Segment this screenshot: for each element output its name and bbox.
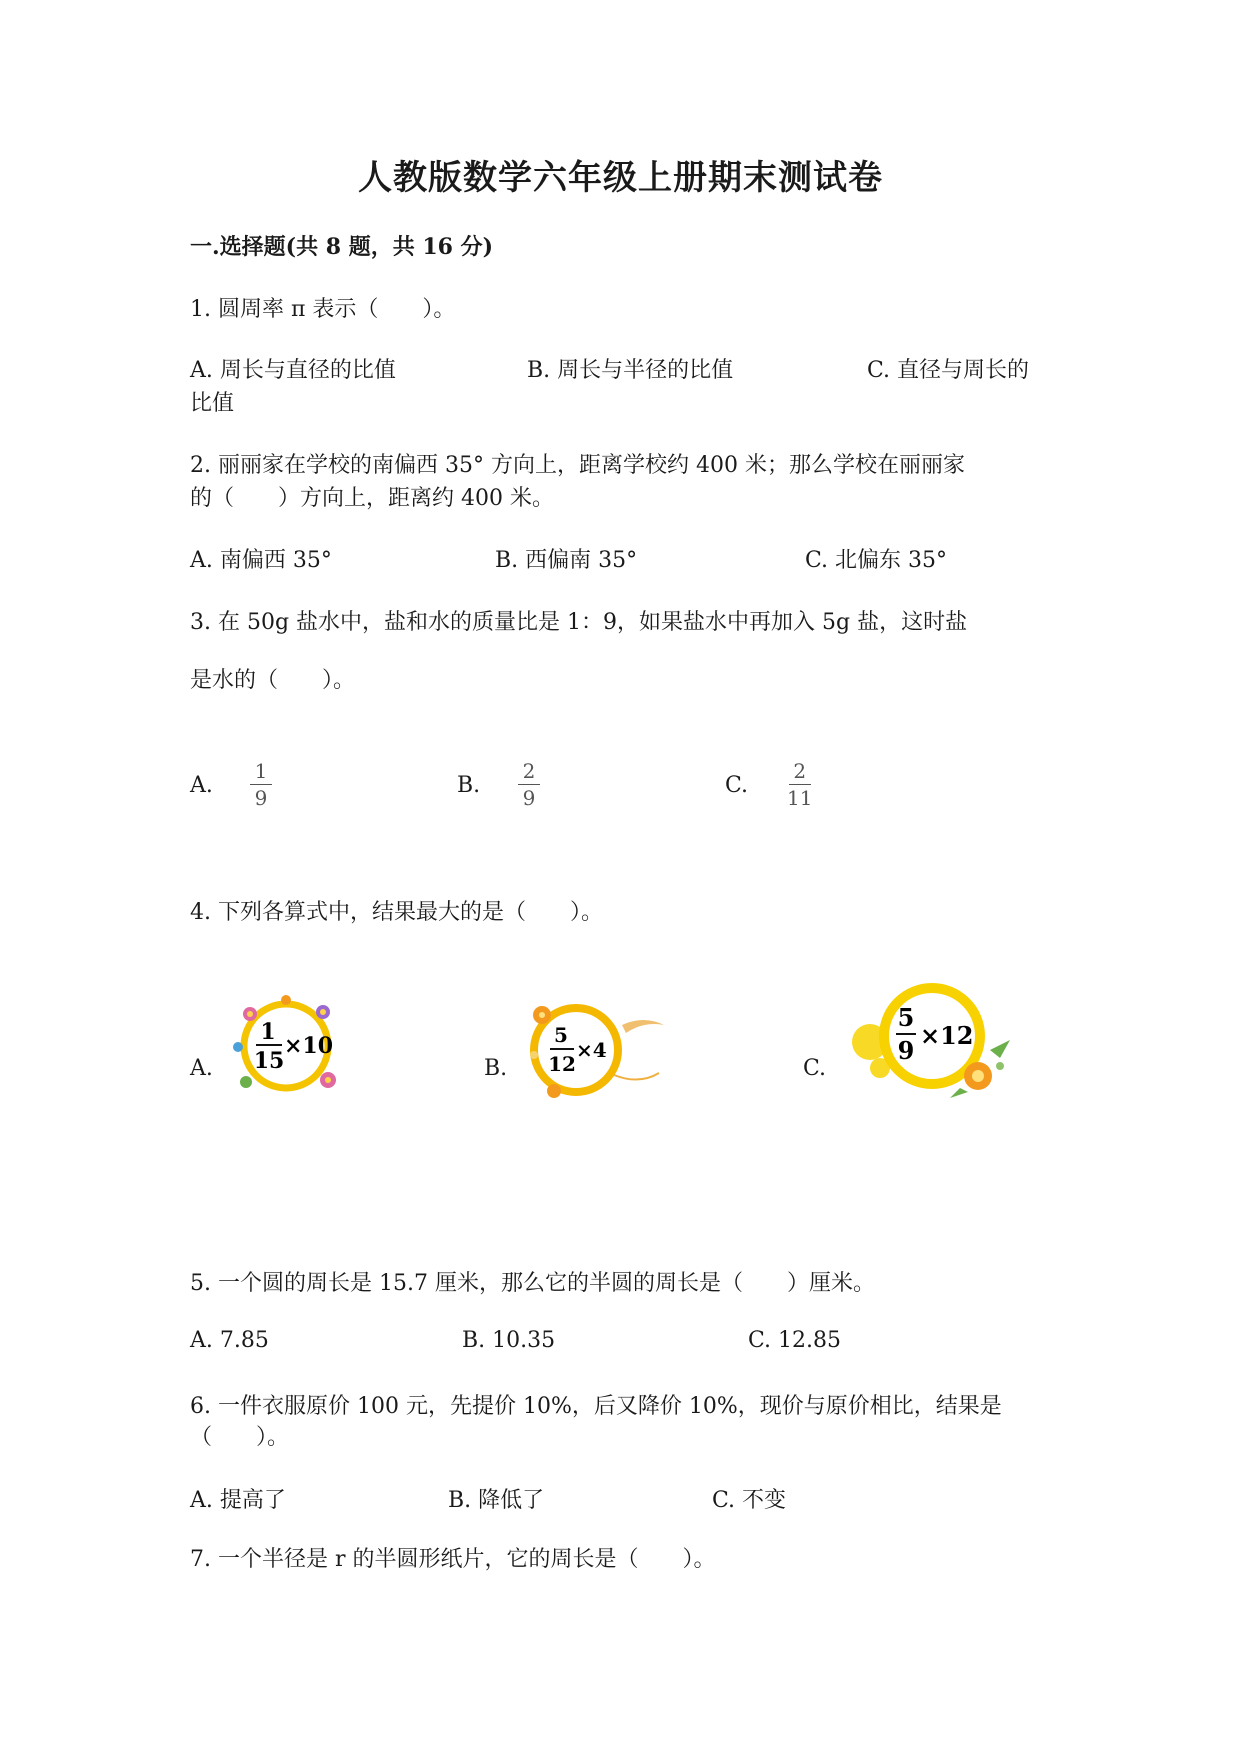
badge-denominator: 9: [897, 1036, 915, 1065]
q4-option-b-flower-badge[interactable]: [514, 995, 674, 1103]
q5-option-b[interactable]: B. 10.35: [462, 1328, 556, 1353]
question-4: 4. 下列各算式中，结果最大的是（ ）。: [190, 900, 603, 925]
q3-option-b-fraction[interactable]: [518, 760, 540, 809]
q5-option-a[interactable]: A. 7.85: [190, 1328, 269, 1353]
page-title: 人教版数学六年级上册期末测试卷: [358, 158, 883, 198]
fraction-denominator: 9: [254, 786, 268, 810]
fraction-bar: [789, 784, 811, 785]
q6-option-c[interactable]: C. 不变: [712, 1488, 787, 1513]
badge-denominator: 12: [548, 1052, 576, 1076]
q2-option-c[interactable]: C. 北偏东 35°: [805, 548, 948, 573]
q2-option-a[interactable]: A. 南偏西 35°: [190, 548, 332, 573]
question-6-line-1: 6. 一件衣服原价 100 元，先提价 10%，后又降价 10%，现价与原价相比，结果是: [190, 1394, 1002, 1419]
question-1: 1. 圆周率 π 表示（ ）。: [190, 297, 456, 322]
badge-multiplier: ×12: [920, 1021, 974, 1050]
badge-multiplier: ×4: [576, 1038, 607, 1062]
question-7: 7. 一个半径是 r 的半圆形纸片，它的周长是（ ）。: [190, 1547, 716, 1572]
fraction-denominator: 11: [787, 786, 813, 810]
badge-numerator: 5: [897, 1003, 915, 1032]
badge-multiplier: ×10: [284, 1033, 334, 1059]
q4-option-c-flower-badge[interactable]: [850, 980, 1020, 1102]
q6-option-b[interactable]: B. 降低了: [448, 1488, 545, 1513]
q1-option-c[interactable]: C. 直径与周长的: [867, 358, 1030, 383]
question-6-line-2: （ ）。: [190, 1425, 290, 1450]
q4-option-c-label[interactable]: C.: [803, 1056, 827, 1081]
question-3-line-2: 是水的（ ）。: [190, 668, 356, 693]
q5-option-c[interactable]: C. 12.85: [748, 1328, 842, 1353]
fraction-bar: [518, 784, 540, 785]
section-heading: 一.选择题(共 8 题，共 16 分): [190, 234, 494, 260]
q3-option-c-fraction[interactable]: [787, 760, 812, 809]
question-2-line-1: 2. 丽丽家在学校的南偏西 35° 方向上，距离学校约 400 米；那么学校在丽丽家: [190, 453, 965, 478]
fraction-denominator: 9: [522, 786, 536, 810]
q4-option-b-label[interactable]: B.: [484, 1056, 508, 1081]
question-2-line-2: 的（ ）方向上，距离约 400 米。: [190, 486, 554, 511]
q3-option-a-fraction[interactable]: [250, 760, 272, 809]
badge-numerator: 1: [260, 1019, 276, 1045]
q1-option-a[interactable]: A. 周长与直径的比值: [190, 358, 396, 383]
q1-option-c-continued: 比值: [190, 391, 235, 416]
q3-option-a-label[interactable]: A.: [190, 773, 213, 798]
fraction-numerator: 2: [522, 759, 536, 783]
question-3-line-1: 3. 在 50g 盐水中，盐和水的质量比是 1：9，如果盐水中再加入 5g 盐，这时盐: [190, 610, 968, 635]
fraction-numerator: 1: [254, 759, 268, 783]
badge-numerator: 5: [554, 1023, 568, 1047]
badge-denominator: 15: [253, 1048, 285, 1074]
q3-option-c-label[interactable]: C.: [725, 773, 749, 798]
q3-option-b-label[interactable]: B.: [457, 773, 481, 798]
q6-option-a[interactable]: A. 提高了: [190, 1488, 286, 1513]
q2-option-b[interactable]: B. 西偏南 35°: [495, 548, 638, 573]
q1-option-b[interactable]: B. 周长与半径的比值: [527, 358, 734, 383]
q4-option-a-label[interactable]: A.: [190, 1056, 213, 1081]
fraction-numerator: 2: [793, 759, 807, 783]
question-5: 5. 一个圆的周长是 15.7 厘米，那么它的半圆的周长是（ ）厘米。: [190, 1271, 875, 1296]
q4-option-a-flower-badge[interactable]: [228, 992, 348, 1100]
fraction-bar: [250, 784, 272, 785]
